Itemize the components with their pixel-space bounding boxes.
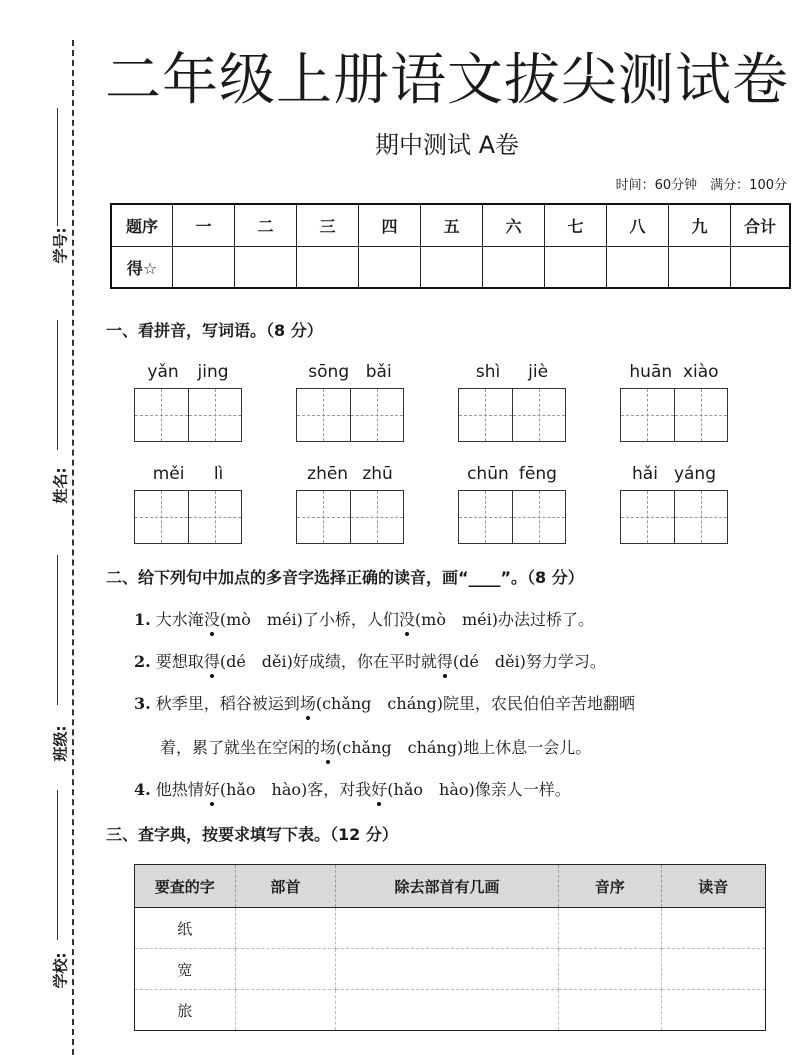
answer-cell[interactable] <box>336 949 559 990</box>
score-row-label: 得☆ <box>111 247 173 289</box>
score-cell[interactable] <box>483 247 545 289</box>
lookup-char: 宽 <box>135 949 236 990</box>
writing-grid[interactable] <box>620 388 728 442</box>
name-line <box>57 320 58 450</box>
pinyin-item <box>620 464 728 544</box>
pinyin-syllable: yǎn <box>147 362 179 382</box>
dictionary-header-row <box>135 865 766 908</box>
binding-margin <box>0 0 100 1055</box>
dotted-char: 得 <box>436 652 453 671</box>
writing-grid[interactable] <box>296 388 404 442</box>
pinyin-item <box>296 464 404 544</box>
writing-grid[interactable] <box>296 490 404 544</box>
answer-cell[interactable] <box>559 908 662 949</box>
answer-cell[interactable] <box>336 908 559 949</box>
student-id-label: 学号: <box>51 227 70 263</box>
name-label: 姓名: <box>51 467 70 503</box>
score-header-cell: 题序 <box>111 204 173 247</box>
reading-options[interactable]: (mò méi)了小桥，人们 <box>219 610 399 629</box>
column-header: 部首 <box>235 865 336 908</box>
answer-cell[interactable] <box>661 908 765 949</box>
table-row <box>135 949 766 990</box>
pinyin-syllable: lì <box>213 464 224 484</box>
dotted-char: 得 <box>203 652 220 671</box>
pinyin-item <box>620 362 728 442</box>
page-title: 二年级上册语文拔尖测试卷 <box>105 48 789 113</box>
pinyin-syllable: bǎi <box>365 362 392 382</box>
score-header-cell: 四 <box>359 204 421 247</box>
writing-grid[interactable] <box>134 388 242 442</box>
answer-cell[interactable] <box>559 990 662 1031</box>
reading-options[interactable]: (dé děi)好成绩，你在平时就 <box>219 652 437 671</box>
reading-options[interactable]: (dé děi)努力学习。 <box>452 652 606 671</box>
dotted-char: 没 <box>203 610 220 629</box>
pinyin-syllable: hǎi <box>632 464 658 484</box>
answer-cell[interactable] <box>235 990 336 1031</box>
cut-line <box>72 40 74 1055</box>
school-line <box>57 790 58 940</box>
score-header-cell: 九 <box>669 204 731 247</box>
question-3-continued: 着，累了就坐在空闲的场(chǎng cháng)地上休息一会儿。 <box>160 738 592 757</box>
pinyin-syllable: měi <box>152 464 185 484</box>
dotted-char: 好 <box>203 780 220 799</box>
dotted-char: 好 <box>371 780 388 799</box>
school-label: 学校: <box>51 952 70 988</box>
score-cell[interactable] <box>421 247 483 289</box>
pinyin-syllable: jing <box>197 362 229 382</box>
score-entry-row <box>111 247 790 289</box>
score-cell[interactable] <box>607 247 669 289</box>
student-id-line <box>57 108 58 226</box>
reading-options[interactable]: (chǎng cháng)院里，农民伯伯辛苦地翻晒 <box>315 694 636 713</box>
pinyin-syllable: zhū <box>362 464 393 484</box>
reading-options[interactable]: (hǎo hào)客，对我 <box>219 780 372 799</box>
writing-grid[interactable] <box>620 490 728 544</box>
writing-grid[interactable] <box>458 490 566 544</box>
class-label: 班级: <box>51 725 70 761</box>
section3-heading: 三、查字典，按要求填写下表。（12 分） <box>106 825 398 844</box>
score-header-cell: 一 <box>173 204 235 247</box>
column-header: 音序 <box>559 865 662 908</box>
dotted-char: 没 <box>398 610 415 629</box>
answer-cell[interactable] <box>661 990 765 1031</box>
table-row <box>135 908 766 949</box>
question-4: 4. 他热情好(hǎo hào)客，对我好(hǎo hào)像亲人一样。 <box>134 780 571 799</box>
dotted-char: 场 <box>299 694 316 713</box>
pinyin-item <box>458 464 566 544</box>
question-2: 2. 要想取得(dé děi)好成绩，你在平时就得(dé děi)努力学习。 <box>134 652 606 671</box>
dictionary-table <box>134 864 766 1031</box>
pinyin-syllable: yáng <box>673 464 716 484</box>
score-cell[interactable] <box>731 247 791 289</box>
score-cell[interactable] <box>173 247 235 289</box>
score-cell[interactable] <box>297 247 359 289</box>
column-header: 要查的字 <box>135 865 236 908</box>
pinyin-syllable: huān <box>629 362 673 382</box>
pinyin-syllable: shì <box>475 362 501 382</box>
pinyin-syllable: jiè <box>528 362 549 382</box>
score-table <box>110 203 791 289</box>
score-header-cell: 二 <box>235 204 297 247</box>
score-header-cell: 合计 <box>731 204 791 247</box>
pinyin-syllable: xiào <box>682 362 719 382</box>
pinyin-syllable: chūn <box>467 464 509 484</box>
score-header-row <box>111 204 790 247</box>
score-header-cell: 六 <box>483 204 545 247</box>
answer-cell[interactable] <box>235 908 336 949</box>
answer-cell[interactable] <box>336 990 559 1031</box>
score-header-cell: 七 <box>545 204 607 247</box>
lookup-char: 纸 <box>135 908 236 949</box>
dotted-char: 场 <box>320 738 337 757</box>
exam-info: 时间：60分钟 满分：100分 <box>615 178 787 193</box>
answer-cell[interactable] <box>661 949 765 990</box>
pinyin-item <box>134 362 242 442</box>
reading-options[interactable]: (hǎo hào)像亲人一样。 <box>387 780 571 799</box>
reading-options[interactable]: (mò méi)办法过桥了。 <box>414 610 594 629</box>
question-3: 3. 秋季里，稻谷被运到场(chǎng cháng)院里，农民伯伯辛苦地翻晒 <box>134 694 636 713</box>
score-header-cell: 八 <box>607 204 669 247</box>
pinyin-syllable: fēng <box>518 464 557 484</box>
class-line <box>57 555 58 705</box>
writing-grid[interactable] <box>134 490 242 544</box>
answer-cell[interactable] <box>559 949 662 990</box>
section2-heading: 二、给下列句中加点的多音字选择正确的读音，画“____”。（8 分） <box>106 568 584 587</box>
pinyin-item <box>134 464 242 544</box>
column-header: 除去部首有几画 <box>336 865 559 908</box>
score-header-cell: 五 <box>421 204 483 247</box>
section1-heading: 一、看拼音，写词语。（8 分） <box>106 321 323 340</box>
score-cell[interactable] <box>545 247 607 289</box>
table-row <box>135 990 766 1031</box>
lookup-char: 旅 <box>135 990 236 1031</box>
score-header-cell: 三 <box>297 204 359 247</box>
exam-subtitle: 期中测试 A卷 <box>374 131 520 159</box>
score-cell[interactable] <box>359 247 421 289</box>
pinyin-item <box>458 362 566 442</box>
pinyin-item <box>296 362 404 442</box>
reading-options[interactable]: (chǎng cháng)地上休息一会儿。 <box>336 738 592 757</box>
column-header: 读音 <box>661 865 765 908</box>
writing-grid[interactable] <box>458 388 566 442</box>
answer-cell[interactable] <box>235 949 336 990</box>
pinyin-syllable: sōng <box>308 362 350 382</box>
question-1: 1. 大水淹没(mò méi)了小桥，人们没(mò méi)办法过桥了。 <box>134 610 594 629</box>
score-cell[interactable] <box>669 247 731 289</box>
pinyin-syllable: zhēn <box>307 464 349 484</box>
score-cell[interactable] <box>235 247 297 289</box>
